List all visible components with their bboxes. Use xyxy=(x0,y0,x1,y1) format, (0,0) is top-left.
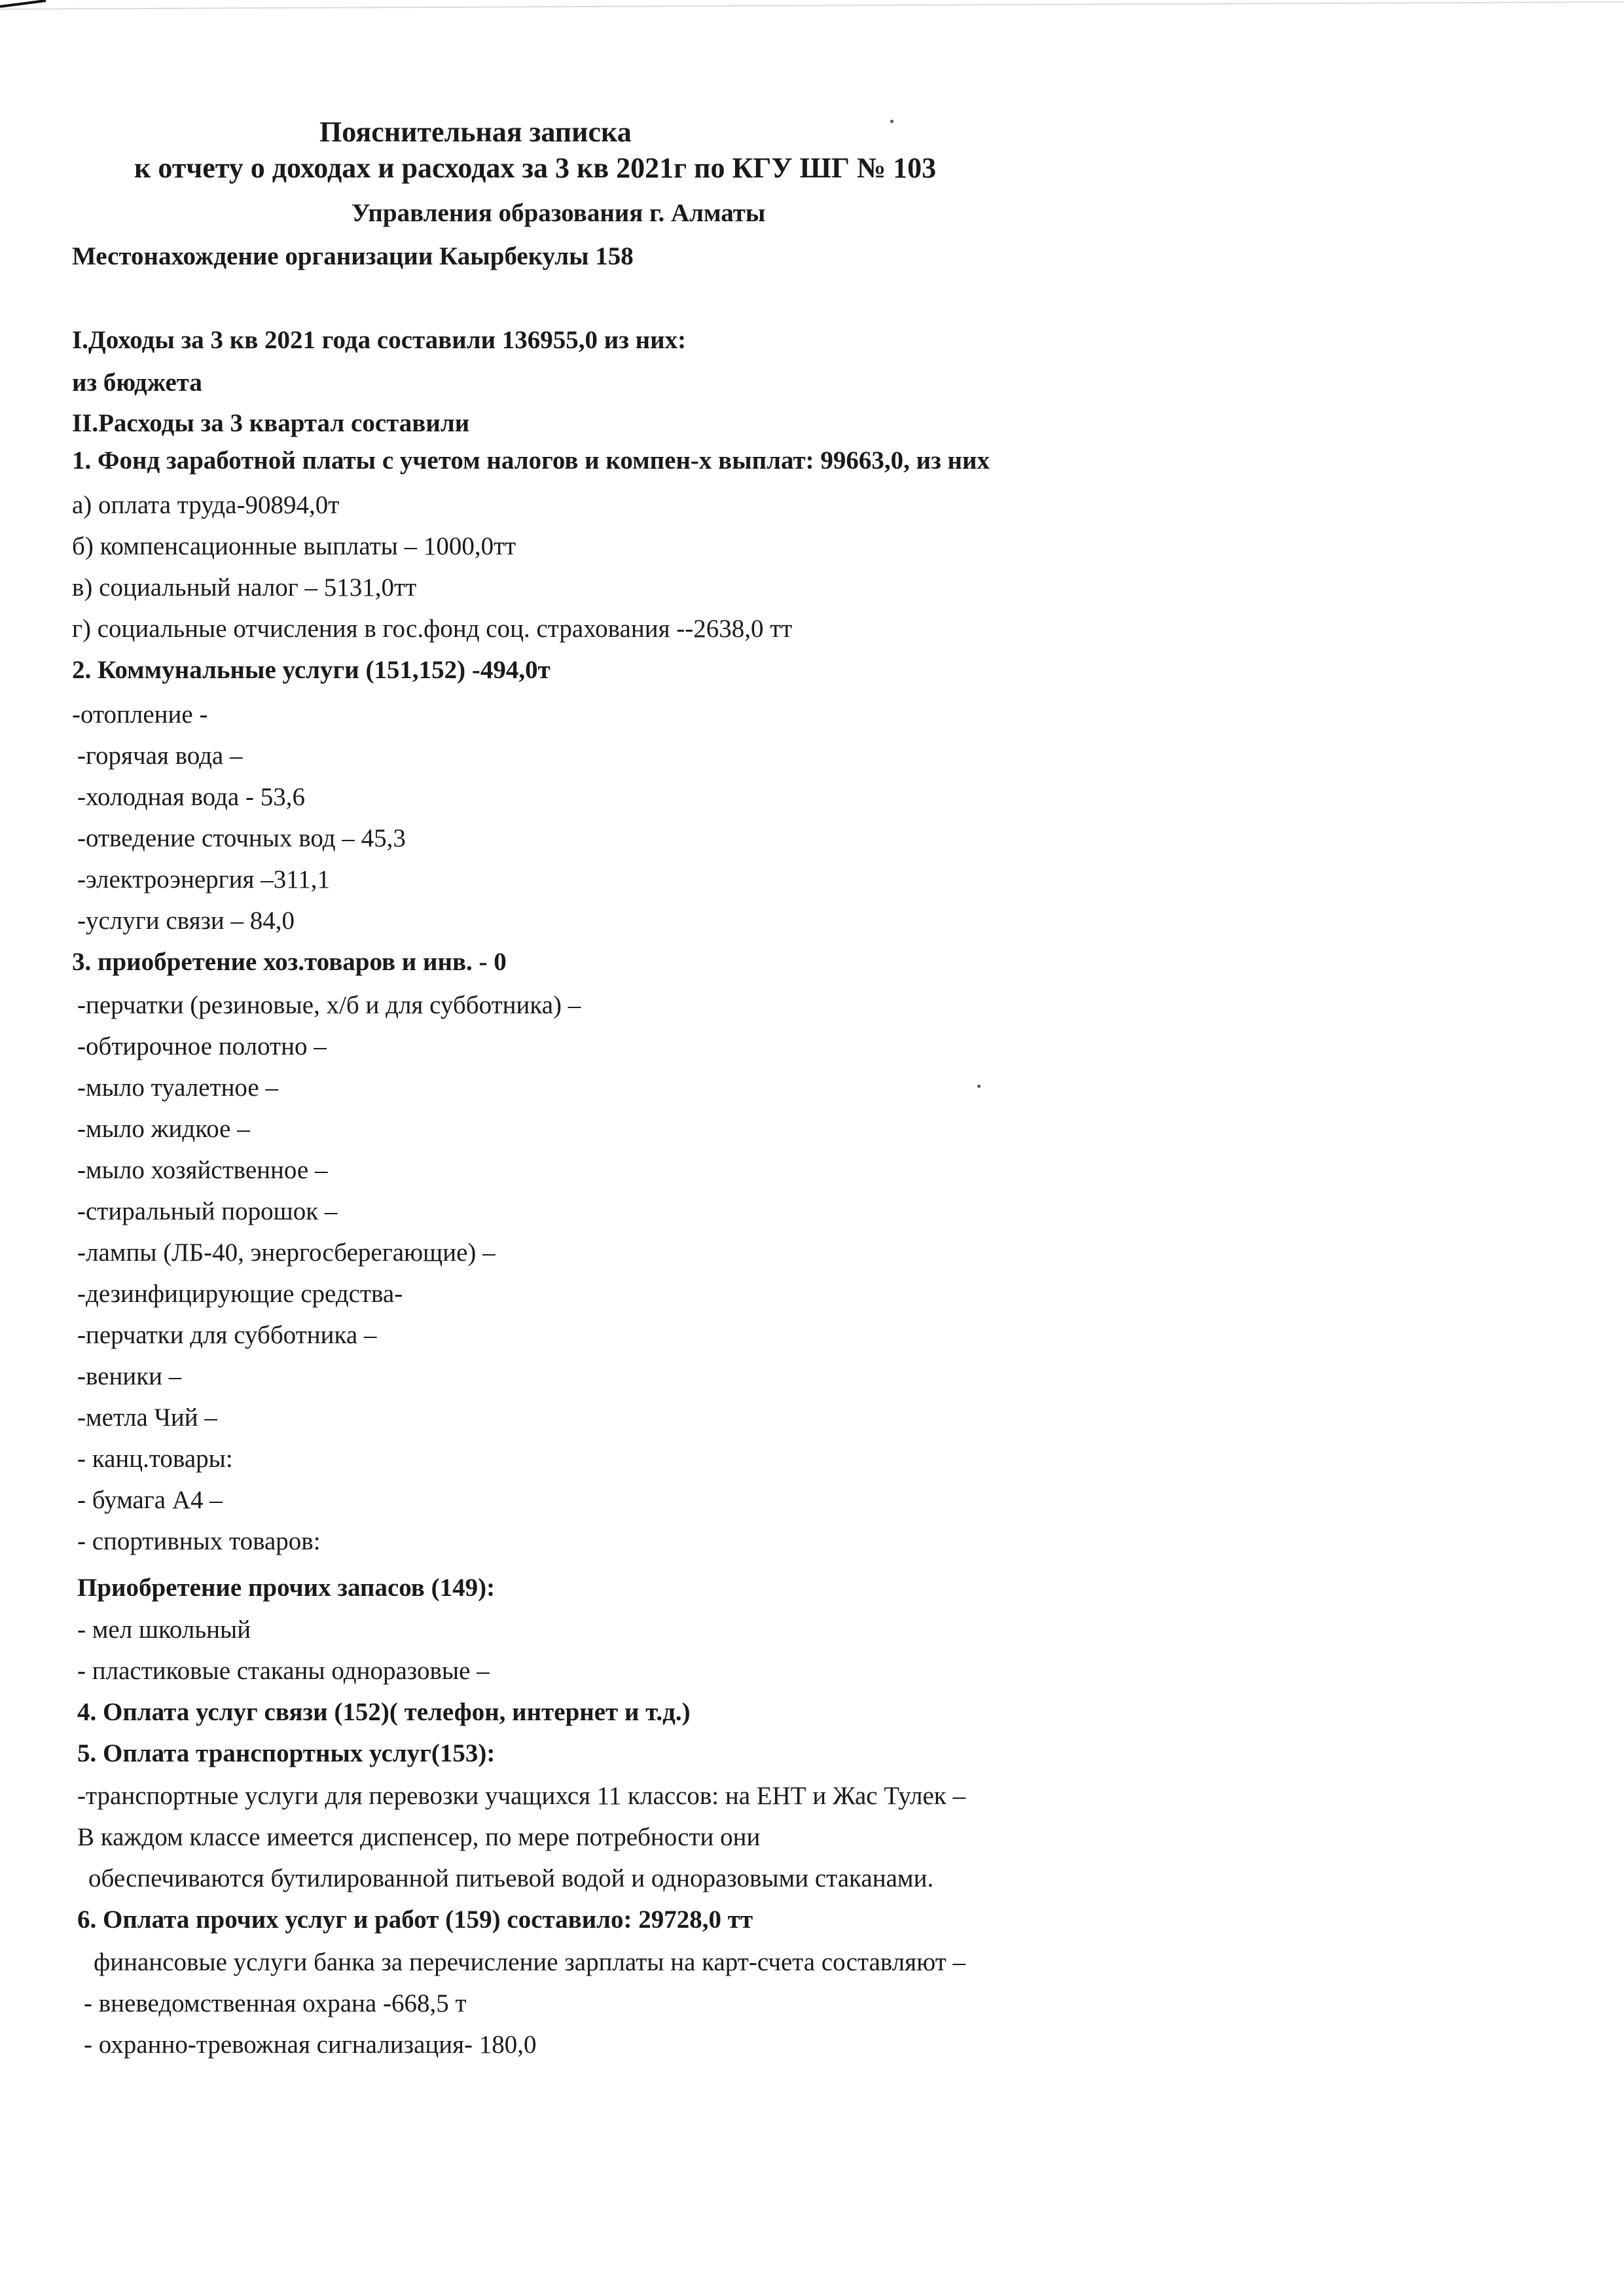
other-services-title: 6. Оплата прочих услуг и работ (159) составило: 29728,0 тт xyxy=(77,1906,753,1934)
utilities-item: -услуги связи – 84,0 xyxy=(77,907,295,935)
other-stock-title: Приобретение прочих запасов (149): xyxy=(77,1574,496,1602)
utilities-item: -холодная вода - 53,6 xyxy=(77,783,305,811)
organization-location: Местонахождение организации Каырбекулы 158 xyxy=(72,242,634,270)
utilities-item: -электроэнергия –311,1 xyxy=(77,865,331,894)
supplies-item: - канц.товары: xyxy=(77,1445,233,1473)
supplies-item: -лампы (ЛБ-40, энергосберегающие) – xyxy=(77,1238,496,1267)
utilities-title: 2. Коммунальные услуги (151,152) -494,0т xyxy=(72,656,550,684)
supplies-item: -веники – xyxy=(77,1362,182,1390)
supplies-item: -дезинфицирующие средства- xyxy=(77,1280,403,1308)
expenses-heading: II.Расходы за 3 квартал составили xyxy=(72,409,470,437)
payroll-title: 1. Фонд заработной платы с учетом налогов и компен-х выплат: 99663,0, из них xyxy=(72,446,990,475)
supplies-item: - спортивных товаров: xyxy=(77,1527,321,1555)
supplies-item: -мыло хозяйственное – xyxy=(77,1156,328,1184)
transport-note: обеспечиваются бутилированной питьевой водой и одноразовыми стаканами. xyxy=(88,1864,934,1892)
other-stock-item: - пластиковые стаканы одноразовые – xyxy=(77,1657,490,1685)
income-source: из бюджета xyxy=(72,369,202,397)
other-stock-item: - мел школьный xyxy=(77,1616,251,1644)
scan-speck xyxy=(977,1085,981,1088)
other-services-item: - вневедомственная охрана -668,5 т xyxy=(84,1989,467,2017)
department-name: Управления образования г. Алматы xyxy=(352,199,766,227)
supplies-item: -стиральный порошок – xyxy=(77,1197,338,1225)
scan-speck xyxy=(890,120,893,123)
supplies-item: -обтирочное полотно – xyxy=(77,1032,327,1060)
transport-item: -транспортные услуги для перевозки учащихся 11 классов: на ЕНТ и Жас Тулек – xyxy=(77,1782,965,1810)
supplies-title: 3. приобретение хоз.товаров и инв. - 0 xyxy=(72,948,507,976)
payroll-item: в) социальный налог – 5131,0тт xyxy=(72,573,417,602)
utilities-item: -отопление - xyxy=(72,700,208,729)
document-title: Пояснительная записка xyxy=(319,116,632,148)
document-subtitle: к отчету о доходах и расходах за 3 кв 2021г по КГУ ШГ № 103 xyxy=(134,152,937,184)
payroll-item: г) социальные отчисления в гос.фонд соц. страхования --2638,0 тт xyxy=(72,615,793,643)
utilities-item: -отведение сточных вод – 45,3 xyxy=(77,824,406,852)
payroll-item: б) компенсационные выплаты – 1000,0тт xyxy=(72,532,516,560)
transport-title: 5. Оплата транспортных услуг(153): xyxy=(77,1739,496,1767)
supplies-item: -перчатки (резиновые, х/б и для субботника) – xyxy=(77,991,581,1019)
communication-title: 4. Оплата услуг связи (152)( телефон, интернет и т.д.) xyxy=(77,1698,691,1726)
payroll-item: а) оплата труда-90894,0т xyxy=(72,491,340,519)
scan-edge-mark xyxy=(0,0,1624,13)
supplies-item: -мыло жидкое – xyxy=(77,1115,250,1143)
transport-note: В каждом классе имеется диспенсер, по мере потребности они xyxy=(77,1823,761,1851)
utilities-item: -горячая вода – xyxy=(77,742,243,770)
supplies-item: - бумага А4 – xyxy=(77,1486,223,1514)
supplies-item: -мыло туалетное – xyxy=(77,1074,278,1102)
other-services-item: финансовые услуги банка за перечисление зарплаты на карт-счета составляют – xyxy=(94,1948,965,1976)
other-services-item: - охранно-тревожная сигнализация- 180,0 xyxy=(84,2031,537,2059)
supplies-item: -перчатки для субботника – xyxy=(77,1321,377,1349)
income-heading: I.Доходы за 3 кв 2021 года составили 136955,0 из них: xyxy=(72,326,687,354)
supplies-item: -метла Чий – xyxy=(77,1403,217,1432)
